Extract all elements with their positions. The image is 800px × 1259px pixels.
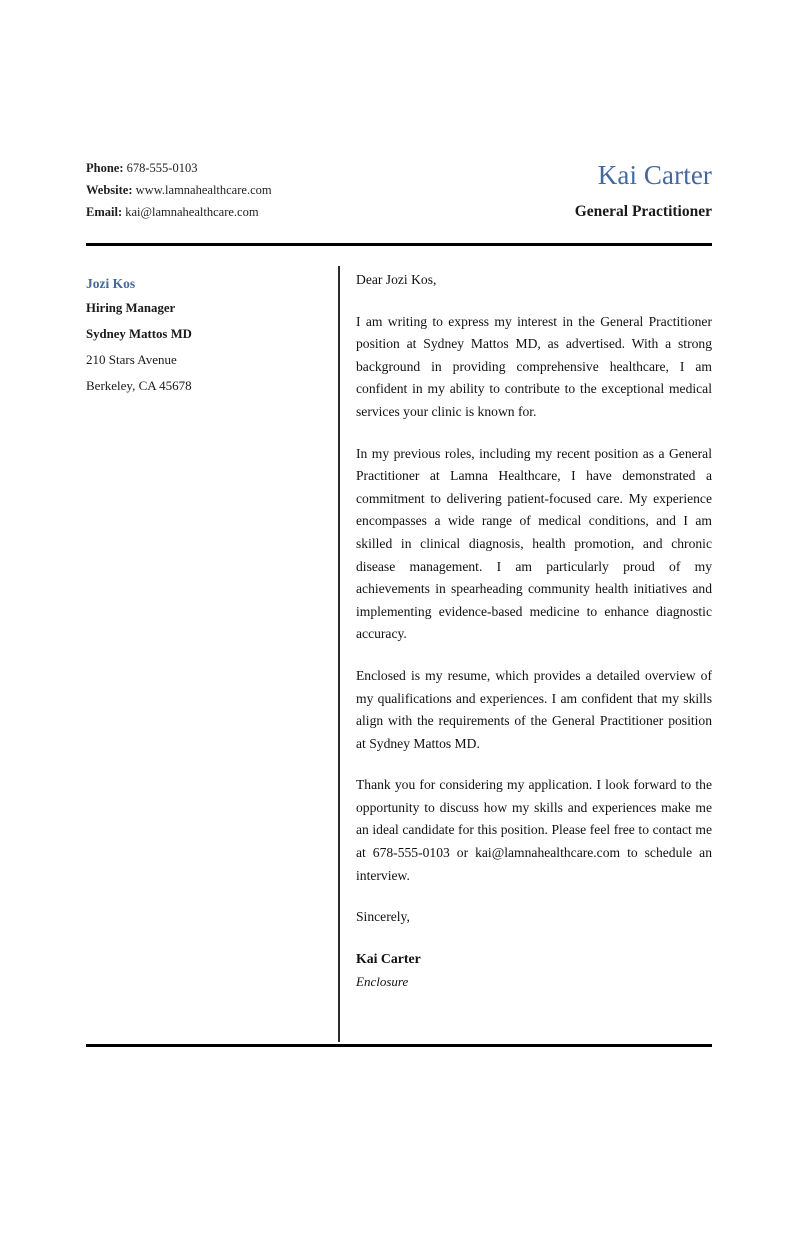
header-divider-rule <box>86 243 712 246</box>
recipient-role: Hiring Manager <box>86 301 176 316</box>
column-divider-rule <box>338 266 340 1042</box>
phone-label: Phone: <box>86 161 124 175</box>
phone-line <box>86 158 272 180</box>
letter-paragraph: In my previous roles, including my recent position as a General Practitioner at Lamna Healthcare, I have demonstrated a commitment to delivering patient-focused care. My experience encompasses a wide range of medical conditions, and I am skilled in clinical diagnosis, health promotion, and chronic disease management. I am particularly proud of my achievements in spearheading community health initiatives and implementing evidence-based medicine to enhance diagnostic accuracy. <box>356 445 712 642</box>
letter-closing: Sincerely, <box>356 909 410 925</box>
website-line <box>86 180 272 202</box>
recipient-city-state-zip: Berkeley, CA 45678 <box>86 377 192 393</box>
applicant-name: Kai Carter <box>597 160 712 190</box>
website-value: www.lamnahealthcare.com <box>135 182 272 197</box>
letter-paragraph: I am writing to express my interest in the General Practitioner position at Sydney Mattos MD, as advertised. With a strong background in providing comprehensive healthcare, I am confident in my ability to contribute to the exceptional medical services your clinic is known for. <box>356 313 712 419</box>
letter-body <box>356 269 712 992</box>
phone-value: 678-555-0103 <box>126 161 198 175</box>
applicant-job-title: General Practitioner <box>574 203 712 220</box>
enclosure-note: Enclosure <box>356 973 409 989</box>
contact-info-block <box>86 158 272 223</box>
letter-paragraph: Thank you for considering my application. I look forward to the opportunity to discuss how my skills and experiences make me an ideal candidate for this position. Please feel free to contact me at 678-555-0103 or kai@lamnahealthcare.com to schedule an interview. <box>356 777 712 883</box>
letter-paragraph: Enclosed is my resume, which provides a detailed overview of my qualifications and experiences. I am confident that my skills align with the requirements of the General Practitioner position at Sydney Mattos MD. <box>356 667 712 751</box>
recipient-name: Jozi Kos <box>86 276 136 291</box>
recipient-street: 210 Stars Avenue <box>86 352 177 368</box>
signature-name: Kai Carter <box>356 950 421 966</box>
footer-divider-rule <box>86 1044 712 1047</box>
recipient-company: Sydney Mattos MD <box>86 326 192 341</box>
recipient-address-block <box>86 271 321 398</box>
letter-salutation: Dear Jozi Kos, <box>356 272 437 287</box>
email-line <box>86 202 272 224</box>
website-label: Website: <box>86 182 133 197</box>
email-label: Email: <box>86 204 123 219</box>
letterhead-header <box>86 158 712 223</box>
email-value: kai@lamnahealthcare.com <box>125 204 259 219</box>
identity-block <box>575 158 712 222</box>
